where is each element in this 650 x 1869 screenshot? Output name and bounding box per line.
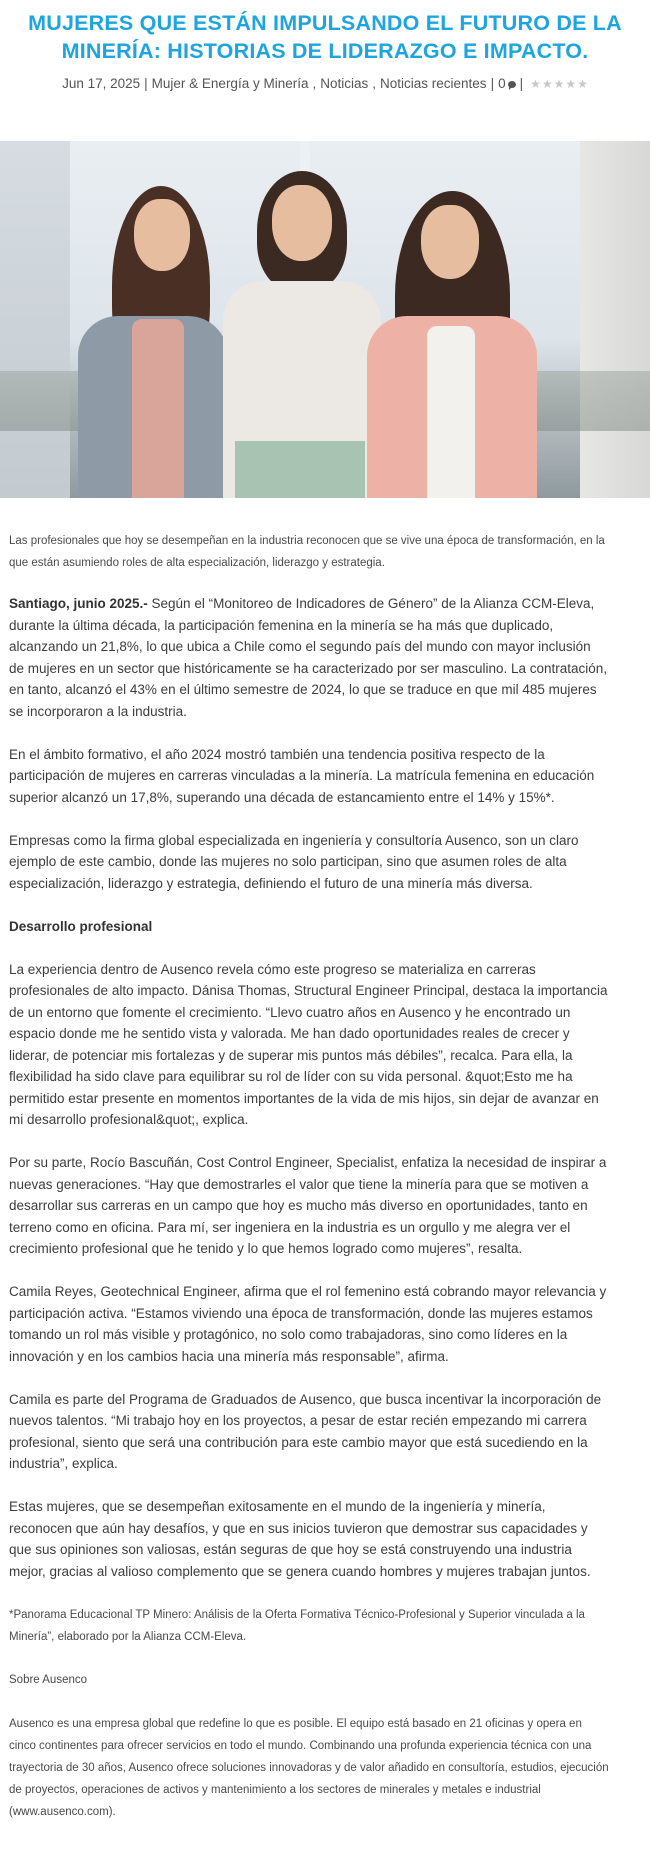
top (132, 319, 184, 498)
face (421, 205, 479, 279)
face (134, 199, 190, 271)
article-body (9, 593, 609, 1844)
skirt (235, 441, 365, 498)
about-text: Ausenco es una empresa global que redefine lo que es posible. El equipo está basado en 21 oficinas y opera en cinco continentes para ofrecer servicios en todo el mundo. Combinando una profunda experiencia técnica con una trayectoria de 30 años, Ausenco ofrece soluciones innovadoras y de valor añadido en consultoría, estudios, ejecución de proyectos, operaciones de activos y mantenimiento a los sectores de minerales y metales e industrial (www.ausenco.com). (9, 1717, 609, 1818)
category-comma: , (312, 76, 317, 91)
rating-stars[interactable] (530, 78, 588, 90)
lead-text: Según el “Monitoreo de Indicadores de Género” de la Alianza CCM-Eleva, durante la última década, la participación femenina en la minería se ha más que duplicado, alcanzando un 21,8%, lo que ubica a Chile como el segundo país del mundo con mayor inclusión de mujeres en un sector que históricamente se ha caracterizado por ser masculino. La contratación, en tanto, alcanzó el 43% en el último semestre de 2024, lo que se traduce en que mil 485 mujeres se incorporaron a la industria. (9, 596, 608, 719)
lead-dateline: Santiago, junio 2025.- (9, 596, 148, 611)
article-header (0, 0, 650, 93)
hero-image (0, 141, 650, 498)
subheading: Desarrollo profesional (9, 918, 153, 934)
paragraph: Camila es parte del Programa de Graduados de Ausenco, que busca incentivar la incorporación de nuevos talentos. “Mi trabajo hoy en los proyectos, a pesar de estar recién empezando mi carrera profesional, siento que será una contribución para este cambio mayor que está sucediendo en la industria”, explica. (9, 1391, 602, 1471)
image-caption: Las profesionales que hoy se desempeñan en la industria reconocen que se vive una época de transformación, en la que están asumiendo roles de alta especialización, liderazgo y estrategia. (9, 535, 605, 569)
comments-link[interactable] (498, 75, 516, 93)
star-icon[interactable]: ★ (577, 77, 588, 91)
comment-count: 0 (498, 76, 506, 91)
paragraph-lead (9, 593, 609, 722)
category-link-mujer-energia[interactable]: Mujer & Energía y Minería (151, 76, 309, 91)
category-comma: , (372, 76, 377, 91)
paragraph: Por su parte, Rocío Bascuñán, Cost Control Engineer, Specialist, enfatiza la necesidad de inspirar a nuevas generaciones. “Hay que demostrarles el valor que tiene la minería para que se motiven a desarrollar sus carreras en un campo que hoy es mucho más diverso en oportunidades, tanto en terreno como en oficina. Para mí, ser ingeniera en la industria es un orgullo y me alegra ver el crecimiento profesional que he tenido y lo que hemos logrado como mujeres”, resalta. (9, 1155, 607, 1256)
about-title: Sobre Ausenco (9, 1674, 88, 1686)
post-date: Jun 17, 2025 (62, 76, 141, 91)
top (427, 326, 475, 498)
paragraph: Camila Reyes, Geotechnical Engineer, afirma que el rol femenino está cobrando mayor relevancia y participación activa. “Estamos viviendo una época de transformación, donde las mujeres estamos tomando un rol más visible y protagónico, no solo como trabajadoras, sino como líderes en la innovación y en los cambios hacia una minería más responsable”, afirma. (9, 1284, 607, 1364)
comment-icon (508, 81, 516, 88)
window-left (0, 141, 70, 498)
category-link-noticias[interactable]: Noticias (320, 76, 369, 91)
star-icon[interactable]: ★ (530, 77, 541, 91)
meta-separator: | (144, 76, 148, 91)
category-link-noticias-recientes[interactable]: Noticias recientes (380, 76, 487, 91)
post-meta (20, 75, 630, 93)
meta-separator: | (519, 76, 524, 91)
star-icon[interactable]: ★ (565, 77, 577, 91)
star-icon[interactable]: ★ (553, 77, 565, 91)
meta-separator: | (490, 76, 495, 91)
article-title: MUJERES QUE ESTÁN IMPULSANDO EL FUTURO DE LA MINERÍA: HISTORIAS DE LIDERAZGO E IMPACTO. (28, 11, 622, 63)
paragraph: En el ámbito formativo, el año 2024 mostró también una tendencia positiva respecto de la participación de mujeres en carreras vinculadas a la minería. La matrícula femenina en educación superior alcanzó un 17,8%, superando una década de estancamiento entre el 14% y 15%*. (9, 746, 595, 805)
paragraph: Empresas como la firma global especializada en ingeniería y consultoría Ausenco, son un claro ejemplo de este cambio, donde las mujeres no solo participan, sino que asumen roles de alta especialización, liderazgo y estrategia, definiendo el futuro de una minería más diversa. (9, 832, 579, 891)
paragraph: Estas mujeres, que se desempeñan exitosamente en el mundo de la ingeniería y minería, reconocen que aún hay desafíos, y que en sus inicios tuvieron que demostrar sus capacidades y que sus opiniones son valiosas, están seguras de que hoy se está construyendo una industria mejor, gracias al valioso complemento que se genera cuando hombres y mujeres trabajan juntos. (9, 1499, 591, 1579)
star-icon[interactable]: ★ (541, 77, 553, 91)
face (272, 185, 332, 261)
wall (580, 141, 650, 498)
person-right (355, 141, 545, 498)
footnote: *Panorama Educacional TP Minero: Análisis de la Oferta Formativa Técnico-Profesional y Superior vinculada a la Minería”, elaborado por la Alianza CCM-Eleva. (9, 1608, 585, 1643)
paragraph: La experiencia dentro de Ausenco revela cómo este progreso se materializa en carreras profesionales de alto impacto. Dánisa Thomas, Structural Engineer Principal, destaca la importancia de un entorno que fomente el crecimiento. “Llevo cuatro años en Ausenco y he encontrado un espacio donde me he sentido vista y valorada. Me han dado oportunidades reales de crecer y liderar, de potenciar mis fortalezas y de superar mis puntos más débiles”, recalca. Para ella, la flexibilidad ha sido clave para equilibrar su rol de líder con su vida personal. &quot;Esto me ha permitido estar presente en momentos importantes de la vida de mis hijos, sin dejar de avanzar en mi desarrollo profesional&quot;, explica. (9, 961, 608, 1127)
